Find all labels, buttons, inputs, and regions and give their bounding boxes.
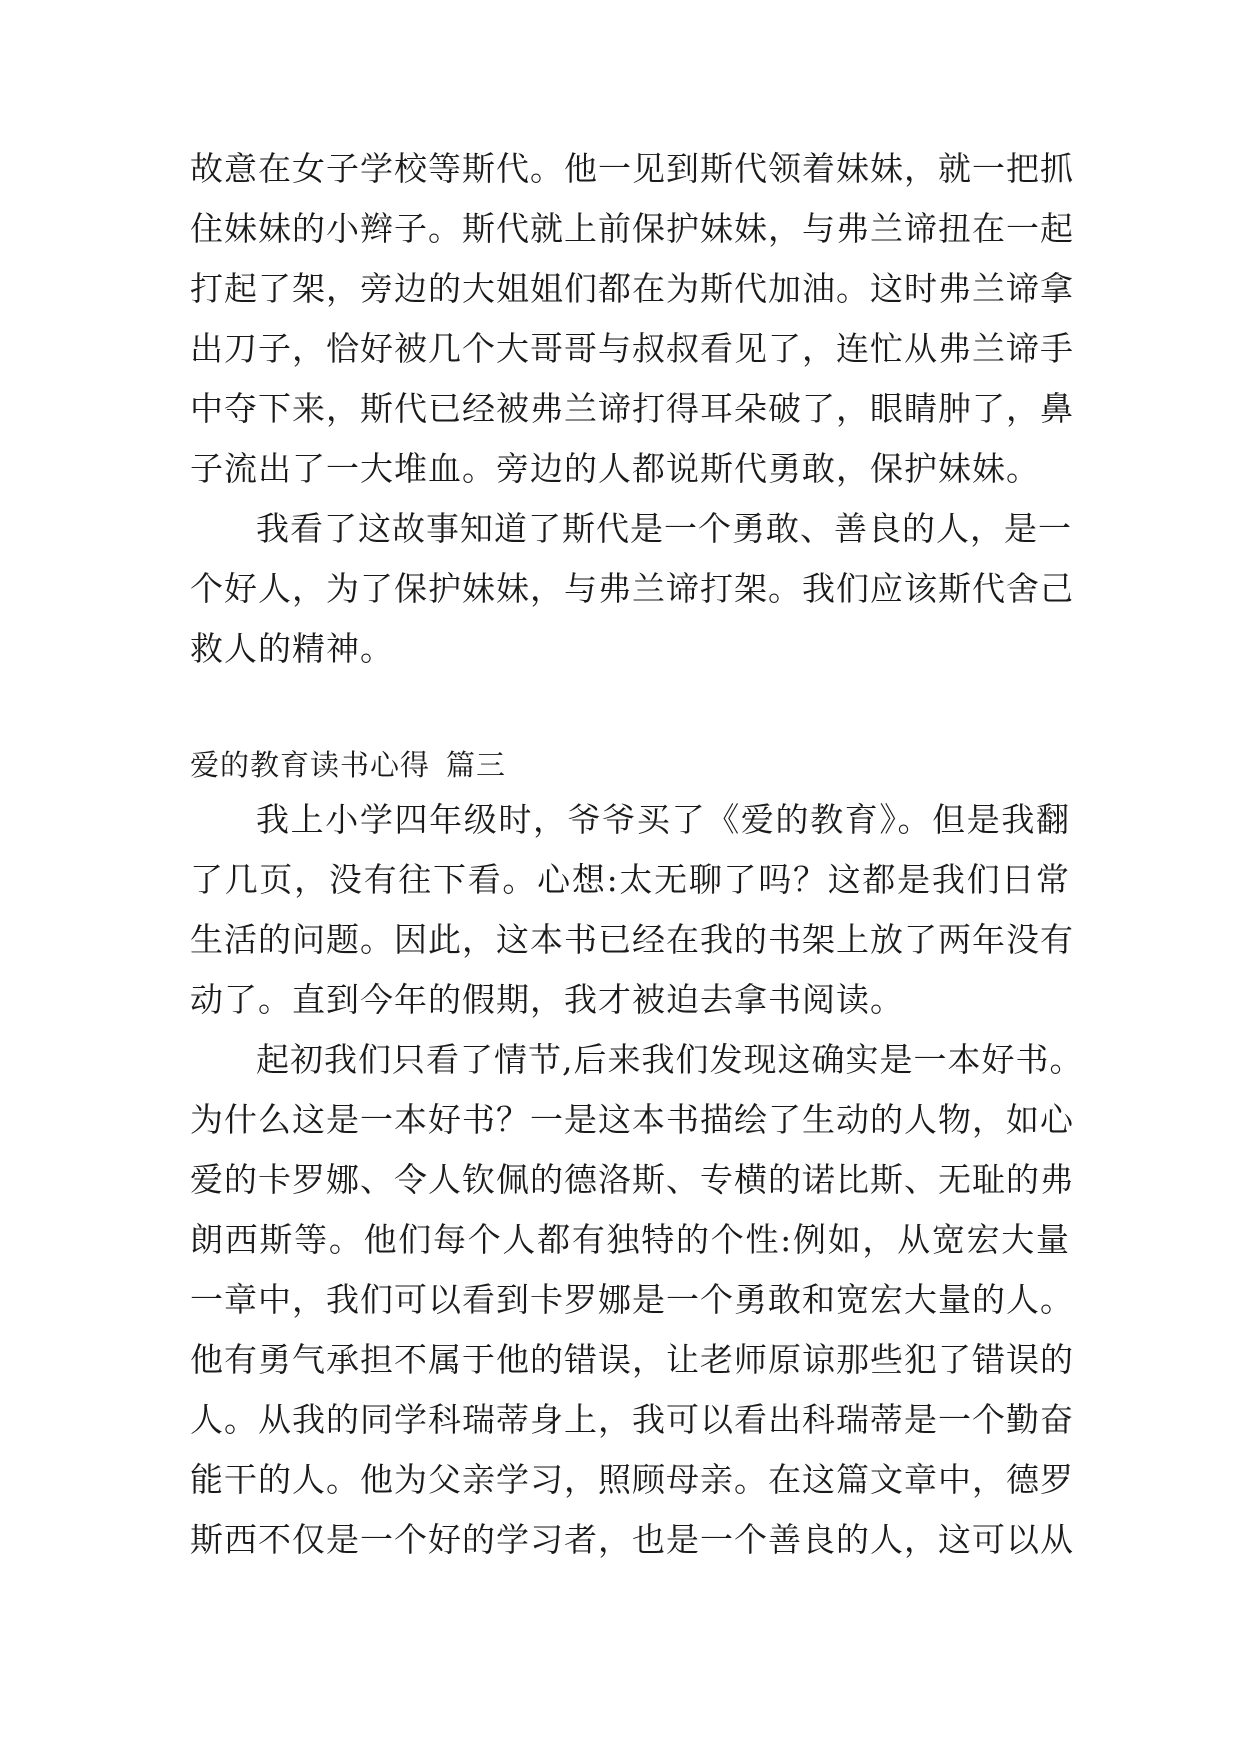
- paragraph-line: 了几页，没有往下看。心想:太无聊了吗？这都是我们日常: [190, 860, 1070, 899]
- paragraph-line: 朗西斯等。他们每个人都有独特的个性:例如，从宽宏大量: [190, 1220, 1070, 1259]
- paragraph-line: 起初我们只看了情节,后来我们发现这确实是一本好书。: [256, 1040, 1084, 1079]
- paragraph-line: 出刀子，恰好被几个大哥哥与叔叔看见了，连忙从弗兰谛手: [190, 329, 1074, 368]
- section-heading: [190, 746, 506, 784]
- paragraph-line: 能干的人。他为父亲学习，照顾母亲。在这篇文章中，德罗: [190, 1460, 1074, 1499]
- paragraph-line: 故意在女子学校等斯代。他一见到斯代领着妹妹，就一把抓: [190, 149, 1074, 188]
- section-chapter: 篇三: [446, 748, 507, 782]
- paragraph-line: 救人的精神。: [190, 629, 394, 668]
- paragraph-line: 一章中，我们可以看到卡罗娜是一个勇敢和宽宏大量的人。: [190, 1280, 1074, 1319]
- paragraph-line: 为什么这是一本好书？一是这本书描绘了生动的人物，如心: [190, 1100, 1074, 1139]
- paragraph-line: 我看了这故事知道了斯代是一个勇敢、善良的人，是一: [256, 509, 1072, 548]
- paragraph-line: 个好人，为了保护妹妹，与弗兰谛打架。我们应该斯代舍己: [190, 569, 1074, 608]
- paragraph-line: 他有勇气承担不属于他的错误，让老师原谅那些犯了错误的: [190, 1340, 1074, 1379]
- paragraph-line: 人。从我的同学科瑞蒂身上，我可以看出科瑞蒂是一个勤奋: [190, 1400, 1074, 1439]
- paragraph-line: 爱的卡罗娜、令人钦佩的德洛斯、专横的诺比斯、无耻的弗: [190, 1160, 1074, 1199]
- paragraph-line: 子流出了一大堆血。旁边的人都说斯代勇敢，保护妹妹。: [190, 449, 1040, 488]
- paragraph-line: 打起了架，旁边的大姐姐们都在为斯代加油。这时弗兰谛拿: [190, 269, 1074, 308]
- paragraph-line: 住妹妹的小辫子。斯代就上前保护妹妹，与弗兰谛扭在一起: [190, 209, 1074, 248]
- paragraph-line: 动了。直到今年的假期，我才被迫去拿书阅读。: [190, 980, 904, 1019]
- paragraph-line: 中夺下来，斯代已经被弗兰谛打得耳朵破了，眼睛肿了，鼻: [190, 389, 1074, 428]
- paragraph-line: 生活的问题。因此，这本书已经在我的书架上放了两年没有: [190, 920, 1074, 959]
- paragraph-line: 我上小学四年级时，爷爷买了《爱的教育》。但是我翻: [256, 800, 1070, 839]
- section-title: 爱的教育读书心得: [190, 748, 431, 782]
- paragraph-line: 斯西不仅是一个好的学习者，也是一个善良的人，这可以从: [190, 1520, 1074, 1559]
